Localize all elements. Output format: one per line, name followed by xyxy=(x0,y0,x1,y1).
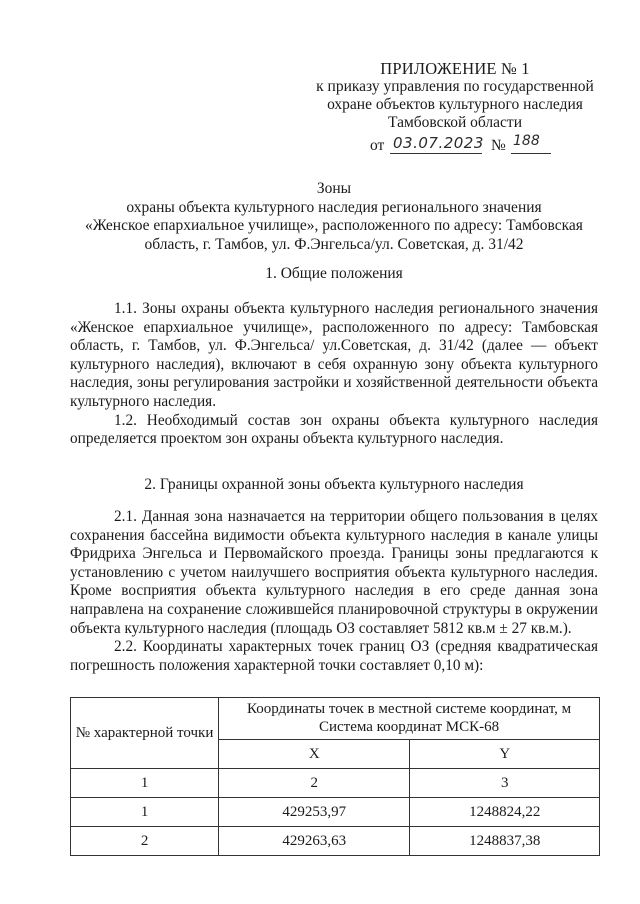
table-cell: 2 xyxy=(219,769,410,798)
section-1-body xyxy=(70,300,598,449)
section-1-heading: 1. Общие положения xyxy=(265,265,403,282)
table-cell: 1 xyxy=(71,798,219,827)
order-number-sign: № xyxy=(491,137,506,154)
title-line-1: Зоны xyxy=(316,180,352,197)
document-title xyxy=(70,180,598,254)
appendix-title: ПРИЛОЖЕНИЕ № 1 xyxy=(380,59,530,78)
table-cell: 1248824,22 xyxy=(410,798,600,827)
order-number-underline xyxy=(511,153,551,154)
appendix-line-3: Тамбовской области xyxy=(388,114,522,131)
table-row xyxy=(71,769,600,798)
header-y: Y xyxy=(410,739,600,768)
section-2-body xyxy=(70,508,598,675)
order-prefix: от xyxy=(370,137,385,154)
table-cell: 2 xyxy=(71,827,219,856)
table-header-row xyxy=(71,698,600,740)
table-cell: 429253,97 xyxy=(219,798,410,827)
header-x: X xyxy=(219,739,410,768)
order-date-handwritten: 03.07.2023 xyxy=(393,134,484,152)
title-line-3: «Женское епархиальное училище», расположенного по адресу: Тамбовская xyxy=(85,217,583,234)
section-2-heading: 2. Границы охранной зоны объекта культурного наследия xyxy=(144,476,524,493)
appendix-header xyxy=(300,60,610,154)
order-date-underline xyxy=(390,153,482,154)
table-cell: 1248837,38 xyxy=(410,827,600,856)
table-row xyxy=(71,798,600,827)
paragraph-1-1: 1.1. Зоны охраны объекта культурного наследия регионального значения «Женское епархиальное училище», расположенного по адресу: Тамбовская область, г. Тамбов, ул. Ф.Энгельса/ ул.Советская, д. 31/42 (далее — объект культурного наследия), включают в себя охранную зону объекта культурного наследия, зоны регулирования застройки и хозяйственной деятельности объекта культурного наследия. xyxy=(70,300,598,410)
coordinates-table xyxy=(70,697,600,856)
table-row xyxy=(71,827,600,856)
title-line-4: область, г. Тамбов, ул. Ф.Энгельса/ул. Советская, д. 31/42 xyxy=(144,235,524,253)
paragraph-2-1: 2.1. Данная зона назначается на территории общего пользования в целях сохранения бассейна видимости объекта культурного наследия в канале улицы Фридриха Энгельса и Первомайского проезда. Границы зоны предлагаются к установлению с учетом наилучшего восприятия объекта культурного наследия. Кроме восприятия объекта культурного наследия в его среде данная зона направлена на сохранение сложившейся планировочной структуры в окружении объекта культурного наследия (площадь ОЗ составляет 5812 кв.м ± 27 кв.м.). xyxy=(70,508,598,637)
table-cell: 3 xyxy=(410,769,600,798)
table-cell: 429263,63 xyxy=(219,827,410,856)
appendix-line-2: охране объектов культурного наследия xyxy=(327,96,583,113)
header-coordinates: Координаты точек в местной системе координат, м Система координат МСК-68 xyxy=(219,698,600,740)
order-reference xyxy=(300,134,610,154)
title-line-2: охраны объекта культурного наследия регионального значения xyxy=(126,198,542,216)
paragraph-2-2: 2.2. Координаты характерных точек границ ОЗ (средняя квадратическая погрешность положения характерной точки составляет 0,10 м): xyxy=(70,638,598,674)
paragraph-1-2: 1.2. Необходимый состав зон охраны объекта культурного наследия определяется проектом зон охраны объекта культурного наследия. xyxy=(70,411,598,448)
table-cell: 1 xyxy=(71,769,219,798)
header-point-number: № характерной точки xyxy=(71,698,219,769)
order-number-handwritten: 188 xyxy=(513,133,540,149)
appendix-line-1: к приказу управления по государственной xyxy=(316,78,594,95)
